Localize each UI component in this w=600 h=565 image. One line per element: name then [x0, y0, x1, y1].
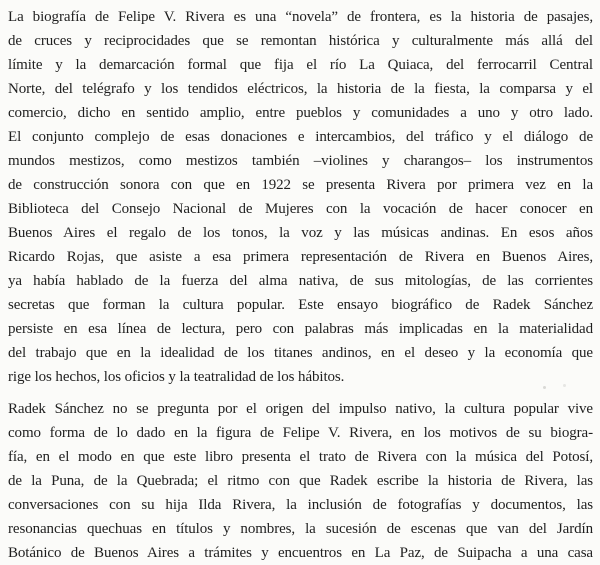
- text-line: secretas que forman la cultura popular. Este ensayo biográfico de Radek Sánchez: [8, 297, 593, 313]
- text-line: de cruces y reciprocidades que se remontan histórica y culturalmente más allá del: [8, 33, 593, 49]
- scan-speck: [563, 384, 566, 387]
- text-line: Biblioteca del Consejo Nacional de Mujeres con la vocación de hacer conocer en: [8, 201, 593, 217]
- text-line: Buenos Aires el regalo de los tonos, la voz y las músicas andinas. En esos años: [8, 225, 593, 241]
- text-block: [8, 5, 593, 565]
- text-line: como forma de lo dado en la figura de Felipe V. Rivera, en los motivos de su biogra-: [8, 425, 593, 441]
- text-line: mundos mestizos, como mestizos también –violines y charangos– los instrumentos: [8, 153, 593, 169]
- paragraph: [8, 397, 593, 565]
- paragraph: [8, 5, 593, 389]
- text-line: Radek Sánchez no se pregunta por el origen del impulso nativo, la cultura popular vive: [8, 401, 593, 417]
- text-line: Ricardo Rojas, que asiste a esa primera representación de Rivera en Buenos Aires,: [8, 249, 593, 265]
- text-line: conversaciones con su hija Ilda Rivera, la inclusión de fotografías y documentos, las: [8, 497, 593, 513]
- scan-speck: [543, 386, 546, 389]
- text-line: de la Puna, de la Quebrada; el ritmo con que Radek escribe la historia de Rivera, las: [8, 473, 593, 489]
- text-line: rige los hechos, los oficios y la teatralidad de los hábitos.: [8, 369, 345, 385]
- text-line: ya había hablado de la fuerza del alma nativa, de sus mitologías, de las corrientes: [8, 273, 593, 289]
- text-line: resonancias quechuas en títulos y nombres, la sucesión de escenas que van del Jardín: [8, 521, 593, 537]
- text-line: del trabajo que en la idealidad de los titanes andinos, en el deseo y la economía que: [8, 345, 593, 361]
- text-line: fía, en el modo en que este libro presenta el trato de Rivera con la música del Potosí,: [8, 449, 593, 465]
- text-line: límite y la demarcación formal que fija el río La Quiaca, del ferrocarril Central: [8, 57, 593, 73]
- text-line: persiste en esa línea de lectura, pero con palabras más implicadas en la materialidad: [8, 321, 593, 337]
- text-line: Botánico de Buenos Aires a trámites y encuentros en La Paz, de Suipacha a una casa: [8, 545, 593, 561]
- text-line: Norte, del telégrafo y los tendidos eléctricos, la historia de la fiesta, la comparsa y el: [8, 81, 593, 97]
- text-line: comercio, dicho en sentido amplio, entre pueblos y comunidades a uno y otro lado.: [8, 105, 593, 121]
- text-line: El conjunto complejo de esas donaciones e intercambios, del tráfico y el diálogo de: [8, 129, 593, 145]
- text-line: de construcción sonora con que en 1922 se presenta Rivera por primera vez en la: [8, 177, 593, 193]
- text-line: La biografía de Felipe V. Rivera es una “novela” de frontera, es la historia de pasajes,: [8, 9, 593, 25]
